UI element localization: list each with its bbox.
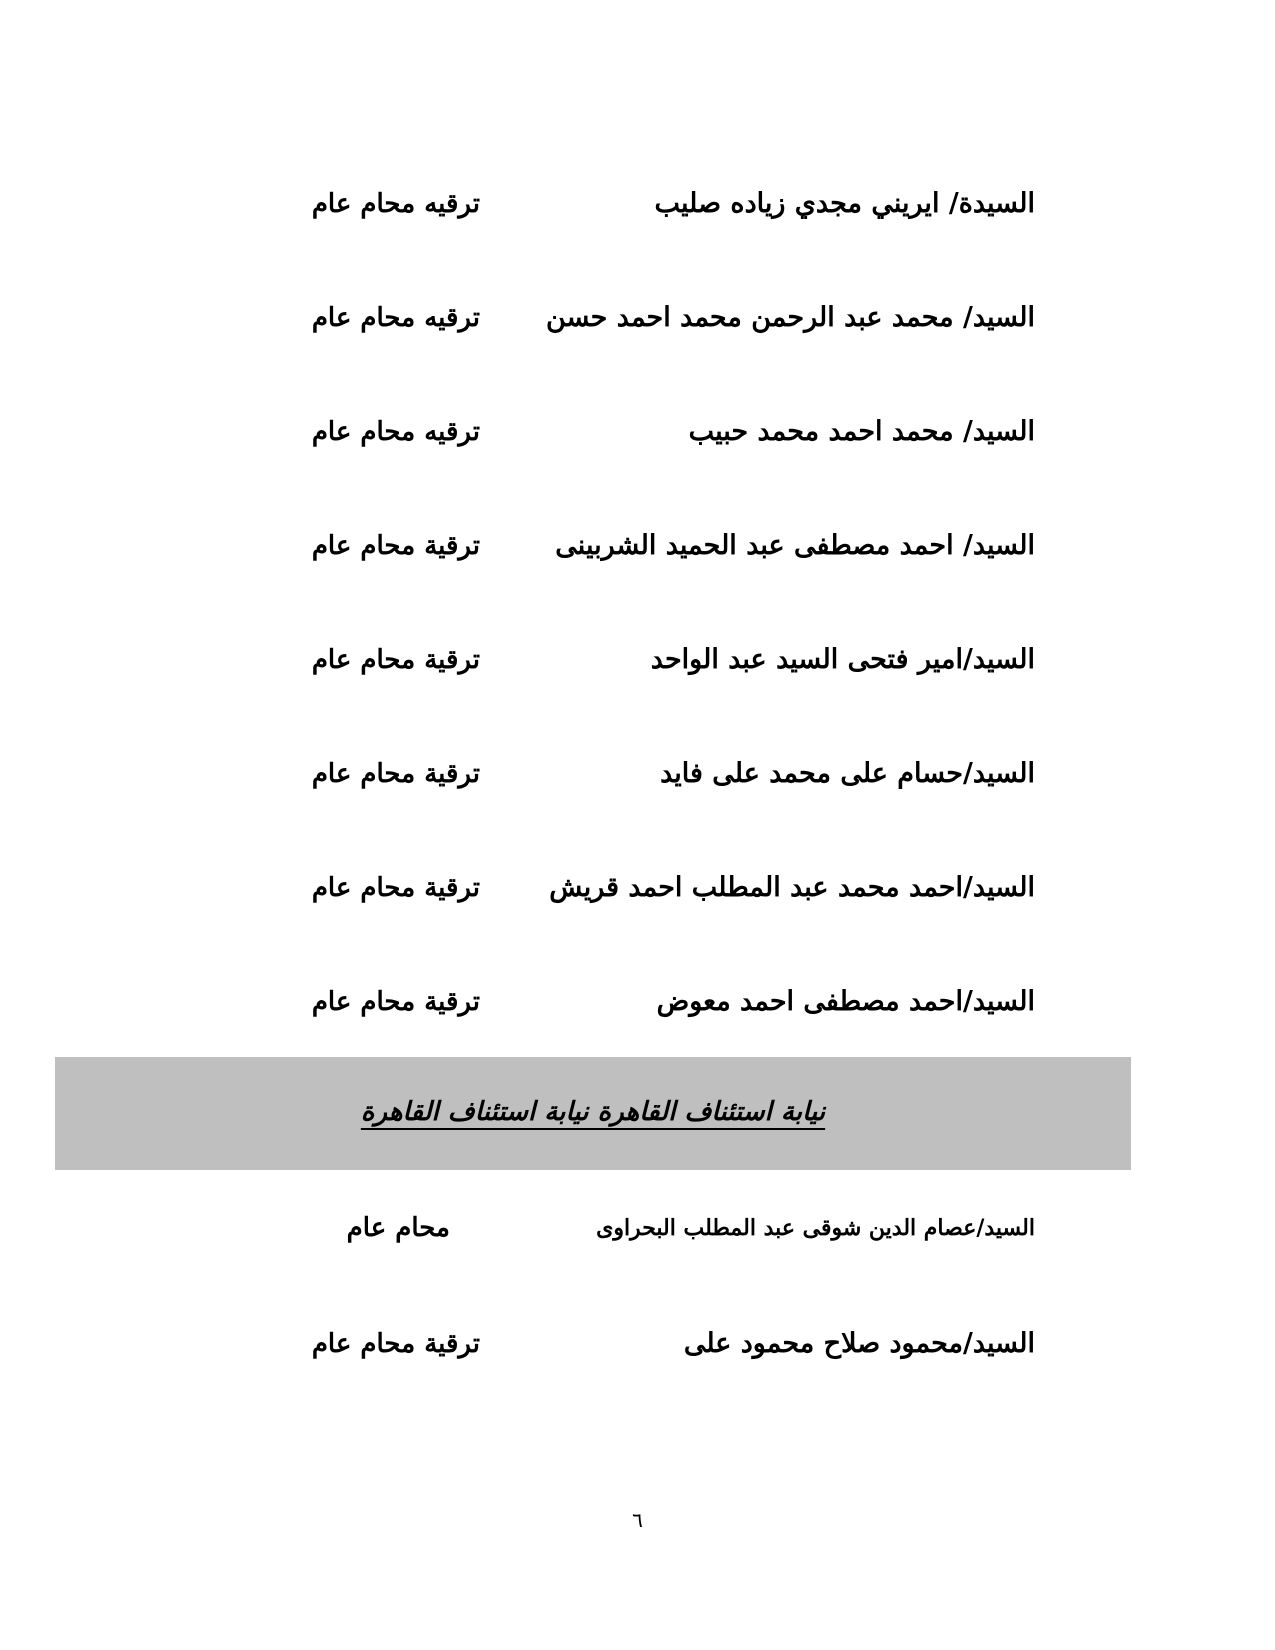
list-item [0, 288, 1275, 348]
list-item [0, 1314, 1275, 1374]
promotion-rank: ترقية محام عام [311, 987, 480, 1017]
list-item [0, 174, 1275, 234]
section-title: نيابة استئناف القاهرة نيابة استئناف القاهرة [360, 1097, 826, 1127]
list-item [0, 744, 1275, 804]
person-name: السيد/ محمد احمد محمد حبيب [688, 416, 1035, 447]
promotion-rank: ترقية محام عام [311, 531, 480, 561]
person-name: السيدة/ ايريني مجدي زياده صليب [654, 188, 1035, 219]
list-item [0, 858, 1275, 918]
promotion-rank: ترقية محام عام [311, 759, 480, 789]
person-name: السيد/احمد محمد عبد المطلب احمد قريش [549, 872, 1035, 903]
section-header-band [55, 1057, 1131, 1170]
list-item [0, 1198, 1275, 1258]
person-name: السيد/امير فتحى السيد عبد الواحد [650, 644, 1035, 675]
person-name: السيد/ احمد مصطفى عبد الحميد الشربينى [555, 530, 1035, 561]
person-name: السيد/ محمد عبد الرحمن محمد احمد حسن [546, 302, 1035, 333]
page-number: ٦ [632, 1508, 643, 1532]
list-item [0, 402, 1275, 462]
list-item [0, 630, 1275, 690]
list-item [0, 972, 1275, 1032]
list-item [0, 516, 1275, 576]
promotion-rank: ترقيه محام عام [311, 303, 480, 333]
person-name: السيد/محمود صلاح محمود على [683, 1328, 1035, 1359]
promotion-rank: محام عام [346, 1213, 450, 1243]
promotion-rank: ترقيه محام عام [311, 417, 480, 447]
person-name: السيد/احمد مصطفى احمد معوض [656, 986, 1035, 1017]
promotion-rank: ترقية محام عام [311, 1329, 480, 1359]
promotion-rank: ترقية محام عام [311, 645, 480, 675]
person-name: السيد/عصام الدين شوقى عبد المطلب البحراوى [596, 1215, 1035, 1241]
promotion-rank: ترقية محام عام [311, 873, 480, 903]
person-name: السيد/حسام على محمد على فايد [660, 758, 1035, 789]
promotion-rank: ترقيه محام عام [311, 189, 480, 219]
